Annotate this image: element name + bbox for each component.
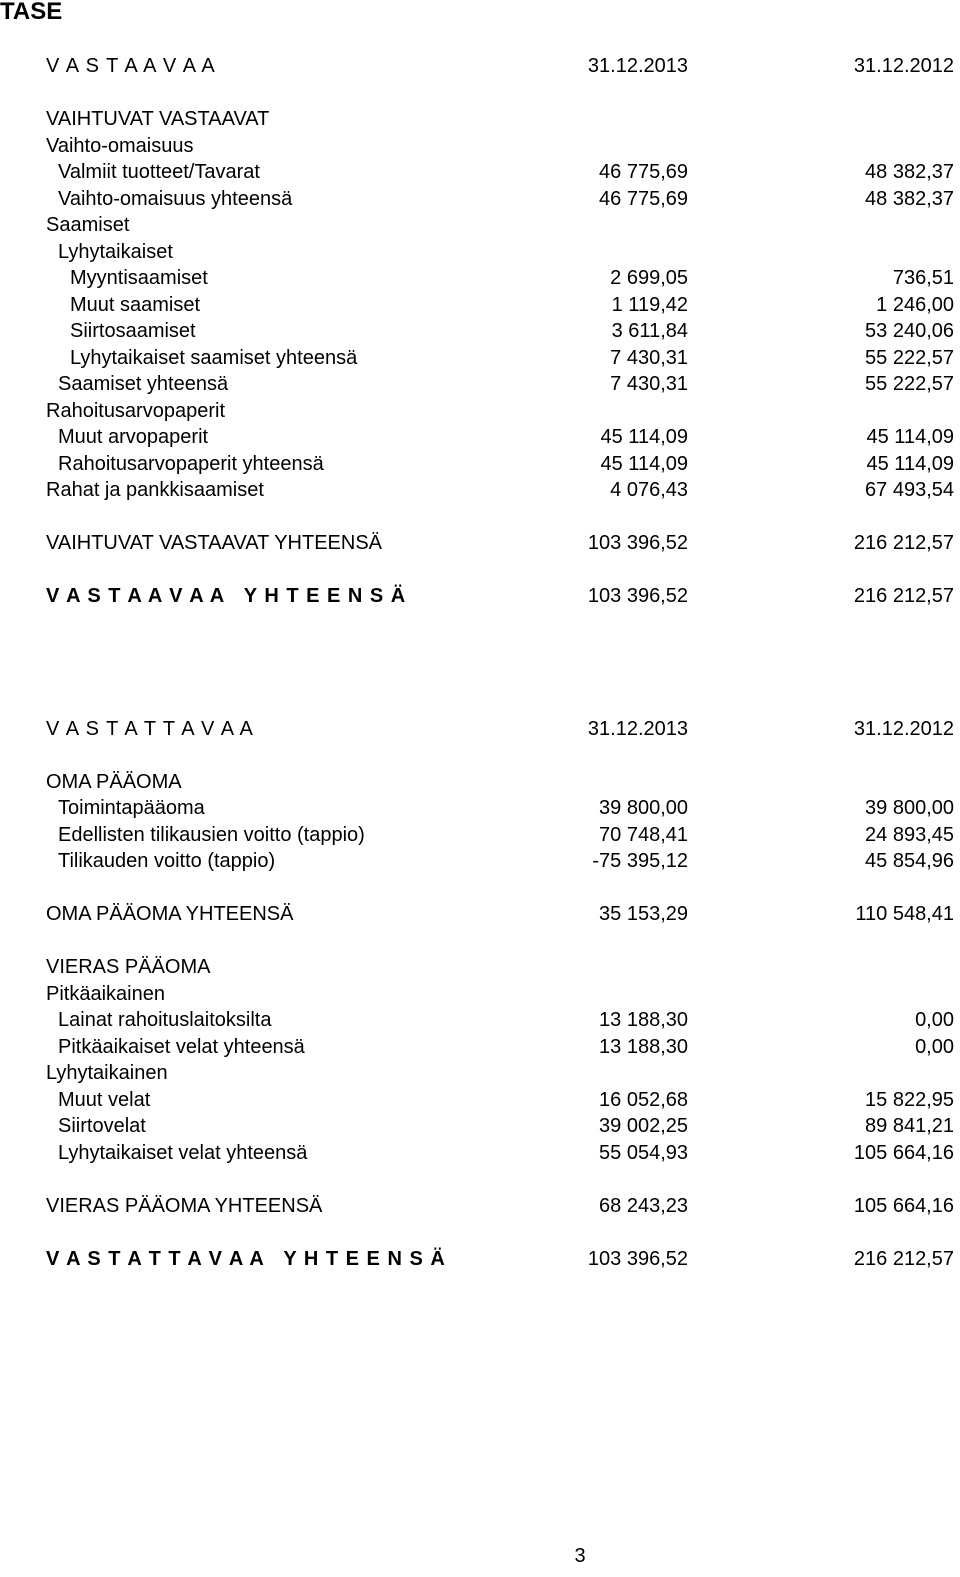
table-row — [0, 557, 960, 584]
table-row — [0, 1034, 960, 1061]
page-number: 3 — [574, 1545, 586, 1567]
row-label: Lyhytaikainen — [46, 1062, 168, 1084]
value-2012: 1 246,00 — [876, 293, 954, 316]
row-label: Lyhytaikaiset saamiset yhteensä — [70, 346, 358, 369]
row-label: V A S T A A V A A — [46, 55, 216, 77]
table-row — [0, 504, 960, 531]
value-2012: 39 800,00 — [865, 797, 954, 819]
table-row — [0, 53, 960, 80]
table-row — [0, 583, 960, 610]
table-row — [0, 636, 960, 663]
table-row — [0, 663, 960, 690]
row-label: Valmiit tuotteet/Tavarat — [58, 161, 260, 183]
row-label: OMA PÄÄOMA YHTEENSÄ — [46, 903, 294, 925]
value-2012: 216 212,57 — [853, 585, 954, 607]
value-2013: 7 430,31 — [610, 346, 688, 369]
row-label: Pitkäaikaiset velat yhteensä — [58, 1035, 305, 1058]
value-2013: 103 396,52 — [587, 585, 688, 607]
value-2013: 70 748,41 — [599, 823, 688, 846]
row-label: Lyhytaikaiset velat yhteensä — [58, 1141, 308, 1164]
table-row — [0, 1140, 960, 1167]
value-2013: 1 119,42 — [611, 293, 688, 316]
value-2013: 35 153,29 — [599, 903, 688, 925]
table-row — [0, 795, 960, 822]
value-2012: 45 854,96 — [865, 850, 954, 872]
row-label: Siirtovelat — [58, 1115, 146, 1137]
row-label: Saamiset — [46, 214, 130, 236]
table-row — [0, 1007, 960, 1034]
row-label: Myyntisaamiset — [70, 267, 208, 289]
value-2012: 45 114,09 — [866, 452, 954, 475]
table-row — [0, 345, 960, 372]
table-row — [0, 186, 960, 213]
value-2013: 103 396,52 — [587, 532, 688, 554]
row-label: Vaihto-omaisuus — [46, 134, 194, 157]
value-2012: 110 548,41 — [855, 903, 954, 925]
table-row — [0, 292, 960, 319]
row-label: VAIHTUVAT VASTAAVAT YHTEENSÄ — [46, 532, 383, 554]
value-2012: 105 664,16 — [853, 1141, 954, 1164]
value-2012: 53 240,06 — [865, 320, 954, 342]
table-row — [0, 901, 960, 928]
row-label: Rahat ja pankkisaamiset — [46, 479, 264, 501]
document-title: TASE — [0, 0, 63, 25]
table-row — [0, 106, 960, 133]
table-row — [0, 689, 960, 716]
table-row — [0, 1219, 960, 1246]
table-row — [0, 133, 960, 160]
value-2012: 55 222,57 — [865, 373, 954, 395]
table-row — [0, 80, 960, 107]
value-2012: 31.12.2012 — [853, 717, 954, 740]
value-2012: 89 841,21 — [865, 1115, 954, 1137]
value-2013: 39 800,00 — [599, 797, 688, 819]
value-2012: 48 382,37 — [865, 187, 954, 210]
value-2013: 4 076,43 — [610, 479, 688, 501]
value-2013: 13 188,30 — [599, 1009, 688, 1031]
row-label: V A S T A A V A A Y H T E E N S Ä — [46, 585, 407, 607]
table-row — [0, 398, 960, 425]
row-label: OMA PÄÄOMA — [46, 770, 182, 793]
table-row — [0, 1246, 960, 1273]
table-row — [0, 159, 960, 186]
value-2013: 46 775,69 — [599, 187, 688, 210]
value-2013: 45 114,09 — [600, 452, 688, 475]
value-2013: 7 430,31 — [610, 373, 688, 395]
table-row — [0, 1113, 960, 1140]
value-2012: 216 212,57 — [853, 532, 954, 554]
value-2012: 67 493,54 — [865, 479, 954, 501]
value-2013: 39 002,25 — [599, 1115, 688, 1137]
value-2013: 55 054,93 — [599, 1141, 688, 1164]
row-label: VAIHTUVAT VASTAAVAT — [46, 108, 270, 130]
row-label: Saamiset yhteensä — [58, 373, 229, 395]
row-label: Edellisten tilikausien voitto (tappio) — [58, 823, 365, 846]
table-row — [0, 477, 960, 504]
value-2012: 0,00 — [915, 1009, 954, 1031]
row-label: Pitkäaikainen — [46, 982, 165, 1005]
table-row — [0, 265, 960, 292]
table-row — [0, 769, 960, 796]
row-label: Vaihto-omaisuus yhteensä — [58, 187, 293, 210]
value-2013: 45 114,09 — [600, 426, 688, 448]
value-2013: -75 395,12 — [592, 850, 688, 872]
value-2012: 55 222,57 — [865, 346, 954, 369]
table-row — [0, 424, 960, 451]
value-2012: 24 893,45 — [865, 823, 954, 846]
table-row — [0, 1087, 960, 1114]
row-label: Muut saamiset — [70, 293, 201, 316]
table-row — [0, 451, 960, 478]
row-label: VIERAS PÄÄOMA — [46, 956, 211, 978]
table-row — [0, 981, 960, 1008]
value-2013: 2 699,05 — [610, 267, 688, 289]
table-row — [0, 822, 960, 849]
table-row — [0, 530, 960, 557]
value-2012: 45 114,09 — [866, 426, 954, 448]
value-2013: 16 052,68 — [599, 1088, 688, 1111]
value-2012: 31.12.2012 — [853, 55, 954, 77]
value-2012: 0,00 — [915, 1035, 954, 1058]
table-row — [0, 954, 960, 981]
table-row — [0, 318, 960, 345]
row-label: Rahoitusarvopaperit yhteensä — [58, 452, 324, 475]
value-2013: 103 396,52 — [587, 1247, 688, 1270]
value-2013: 31.12.2013 — [587, 55, 688, 77]
value-2012: 216 212,57 — [853, 1247, 954, 1270]
row-label: Muut velat — [58, 1088, 151, 1111]
row-label: Lainat rahoituslaitoksilta — [58, 1009, 272, 1031]
table-row — [0, 928, 960, 955]
row-label: V A S T A T T A V A A Y H T E E N S Ä — [46, 1247, 446, 1270]
row-label: Muut arvopaperit — [58, 426, 209, 448]
row-label: Siirtosaamiset — [70, 320, 196, 342]
row-label: Tilikauden voitto (tappio) — [58, 850, 276, 872]
value-2012: 736,51 — [892, 267, 954, 289]
row-label: Lyhytaikaiset — [58, 240, 173, 263]
table-row — [0, 875, 960, 902]
value-2012: 48 382,37 — [865, 161, 954, 183]
table-row — [0, 848, 960, 875]
row-label: V A S T A T T A V A A — [46, 717, 254, 740]
row-label: VIERAS PÄÄOMA YHTEENSÄ — [46, 1194, 323, 1217]
row-label: Toimintapääoma — [58, 797, 205, 819]
table-row — [0, 1166, 960, 1193]
table-row — [0, 212, 960, 239]
value-2013: 3 611,84 — [611, 320, 688, 342]
table-row — [0, 371, 960, 398]
value-2013: 46 775,69 — [599, 161, 688, 183]
value-2012: 105 664,16 — [853, 1194, 954, 1217]
table-row — [0, 716, 960, 743]
table-row — [0, 1193, 960, 1220]
table-row — [0, 742, 960, 769]
row-label: Rahoitusarvopaperit — [46, 399, 225, 422]
table-row — [0, 239, 960, 266]
value-2013: 31.12.2013 — [587, 717, 688, 740]
value-2013: 68 243,23 — [599, 1194, 688, 1217]
table-row — [0, 1060, 960, 1087]
table-row — [0, 610, 960, 637]
value-2013: 13 188,30 — [599, 1035, 688, 1058]
value-2012: 15 822,95 — [865, 1088, 954, 1111]
